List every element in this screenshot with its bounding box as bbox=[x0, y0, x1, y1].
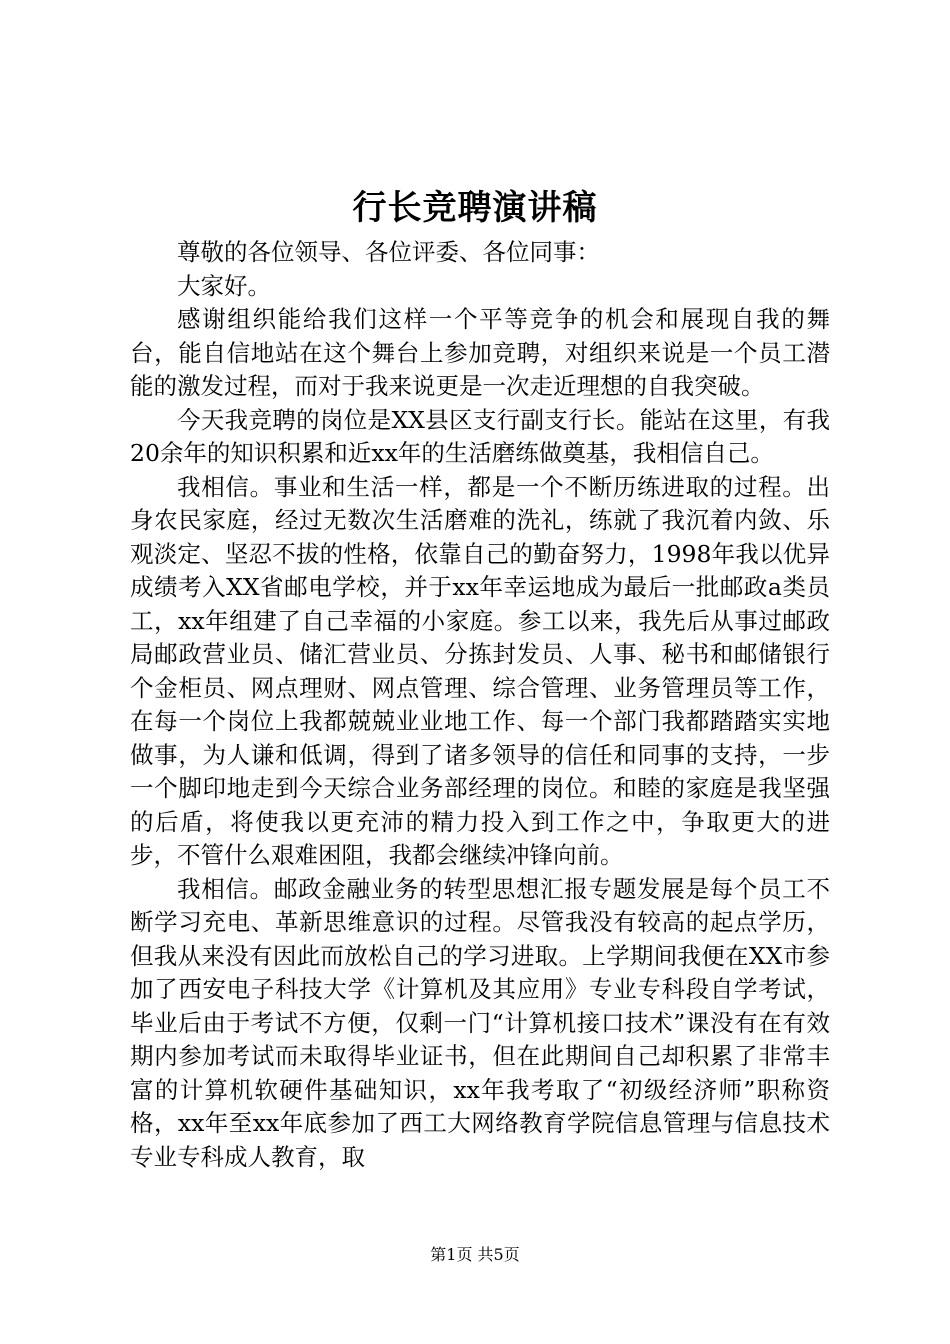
greeting-paragraph: 大家好。 bbox=[177, 271, 271, 300]
body-paragraph: 我相信。事业和生活一样，都是一个不断历练进取的过程。出身农民家庭，经过无数次生活磨难的洗礼，练就了我沉着内敛、乐观淡定、坚忍不拔的性格，依靠自己的勤奋努力，1998年我以优异成绩考入XX省邮电学校，并于xx年幸运地成为最后一批邮政a类员工，xx年组建了自己幸福的小家庭。参工以来，我先后从事过邮政局邮政营业员、储汇营业员、分拣封发员、人事、秘书和邮储银行个金柜员、网点理财、网点管理、综合管理、业务管理员等工作，在每一个岗位上我都兢兢业业地工作、每一个部门我都踏踏实实地做事，为人谦和低调，得到了诸多领导的信任和同事的支持，一步一个脚印地走到今天综合业务部经理的岗位。和睦的家庭是我坚强的后盾，将使我以更充沛的精力投入到工作之中，争取更大的进步，不管什么艰难困阻，我都会继续冲锋向前。 bbox=[130, 472, 830, 869]
document-body bbox=[130, 236, 830, 1174]
body-paragraph: 今天我竞聘的岗位是XX县区支行副支行长。能站在这里，有我20余年的知识积累和近xx年的生活磨练做奠基，我相信自己。 bbox=[130, 405, 830, 467]
body-paragraph: 我相信。邮政金融业务的转型思想汇报专题发展是每个员工不断学习充电、革新思维意识的过程。尽管我没有较高的起点学历，但我从来没有因此而放松自己的学习进取。上学期间我便在XX市参加了西安电子科技大学《计算机及其应用》专业专科段自学考试，毕业后由于考试不方便，仅剩一门“计算机接口技术”课没有在有效期内参加考试而未取得毕业证书，但在此期间自己却积累了非常丰富的计算机软硬件基础知识，xx年我考取了“初级经济师”职称资格，xx年至xx年底参加了西工大网络教育学院信息管理与信息技术专业专科成人教育，取 bbox=[130, 874, 830, 1171]
salutation-paragraph: 尊敬的各位领导、各位评委、各位同事： bbox=[177, 238, 600, 266]
body-paragraph: 感谢组织能给我们这样一个平等竞争的机会和展现自我的舞台，能自信地站在这个舞台上参加竞聘，对组织来说是一个员工潜能的激发过程，而对于我来说更是一次走近理想的自我突破。 bbox=[130, 305, 830, 400]
page-number-footer: 第1页 共5页 bbox=[430, 1245, 520, 1264]
document-title: 行长竞聘演讲稿 bbox=[352, 188, 598, 228]
